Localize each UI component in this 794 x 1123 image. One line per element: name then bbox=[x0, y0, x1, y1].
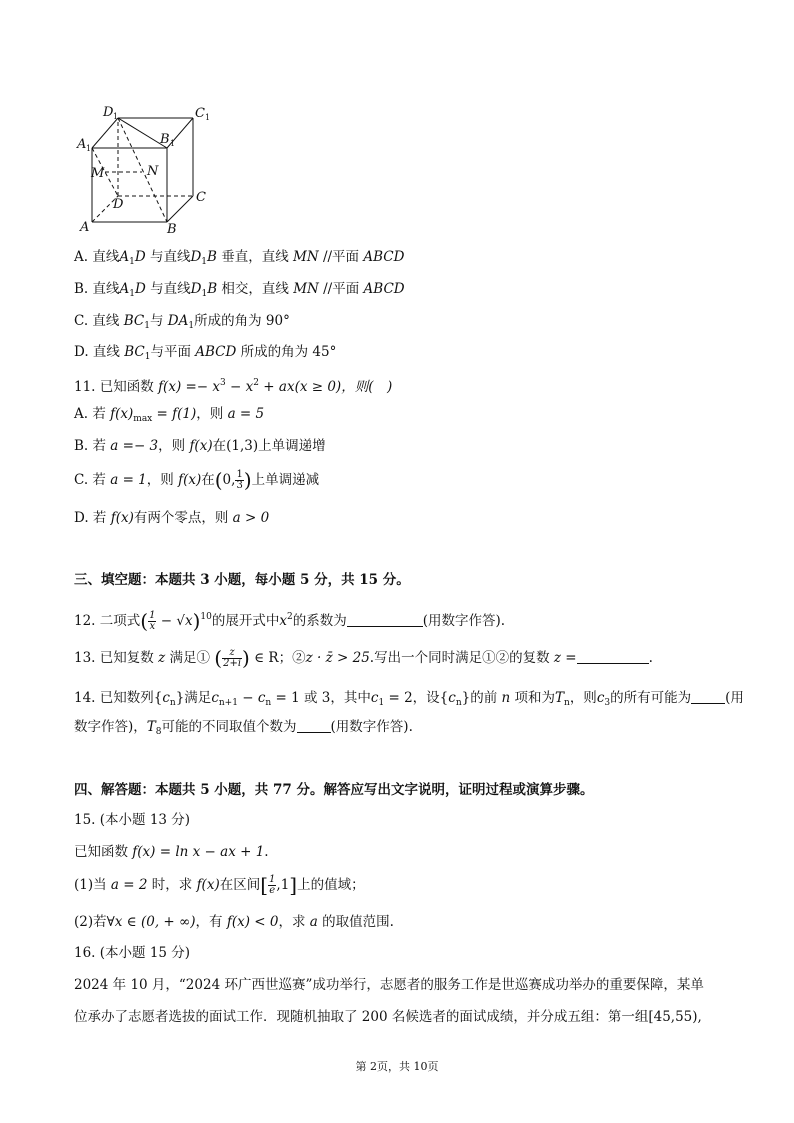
q11-option-c: C. 若 a = 1，则 f(x)在(0, $\frac{1}{3}$ )上单调递减 bbox=[74, 468, 320, 492]
q14-line-1: 14. 已知数列$\{c_n\}$满足$c_{n+1} - c_n = 1$ 或 3，其中$c_1 = 2$，设$\{c_n\}$的前 n 项和为$T_n$，则$c_3$的所有可能为 (用 bbox=[74, 690, 744, 708]
q11-option-d: D. 若 f(x)有两个零点，则 a > 0 bbox=[74, 510, 270, 526]
cube-figure bbox=[72, 100, 222, 236]
label-D1-sub: 1 bbox=[113, 112, 119, 121]
section-4-title: 四、解答题：本题共 5 小题，共 77 分。解答应写出文字说明，证明过程或演算步骤。 bbox=[74, 782, 594, 798]
label-A1-sub: 1 bbox=[86, 144, 92, 153]
label-A: A bbox=[80, 220, 90, 235]
label-C1: C bbox=[195, 106, 205, 121]
label-D: D bbox=[113, 197, 124, 212]
section-3-title: 三、填空题：本题共 3 小题，每小题 5 分，共 15 分。 bbox=[74, 572, 410, 588]
label-B1-sub: 1 bbox=[170, 139, 176, 148]
q11-option-a: A. 若 $f(x)_{max} = f(1)$，则 a = 5 bbox=[74, 406, 265, 424]
q15-stem: 已知函数 f(x) = ln x − ax + 1. bbox=[74, 844, 269, 860]
q10-option-c: C. 直线 $BC_1$与 $DA_1$所成的角为 90° bbox=[74, 313, 290, 331]
q13: 13. 已知复数 z 满足① ( $\frac{z}{2+i}$ ) ∈ R；②z · z̄ > 25.写出一个同时满足①②的复数 z = . bbox=[74, 646, 653, 670]
label-C: C bbox=[196, 190, 206, 205]
label-N: N bbox=[147, 164, 159, 179]
q16-text-line-2: 位承办了志愿者选拔的面试工作．现随机抽取了 200 名候选者的面试成绩，并分成五组：第一组[45,55), bbox=[74, 1009, 702, 1025]
q12: 12. 二项式( $\frac{1}{x}$ − √x)$^{10}$的展开式中$x^2$的系数为 (用数字作答). bbox=[74, 609, 506, 633]
label-D1: D bbox=[103, 105, 114, 120]
q11-option-b: B. 若 a =− 3，则 f(x)在(1,3)上单调递增 bbox=[74, 438, 326, 454]
q10-option-a: A. 直线$A_1D$ 与直线$D_1B$ 垂直，直线 MN //平面 ABCD bbox=[74, 249, 405, 267]
q10-option-b: B. 直线$A_1D$ 与直线$D_1B$ 相交，直线 MN //平面 ABCD bbox=[74, 281, 405, 299]
q16-heading: 16. (本小题 15 分) bbox=[74, 945, 191, 961]
label-B: B bbox=[167, 222, 177, 236]
q15-part-2: (2)若∀x ∈ (0, + ∞)，有 f(x) < 0，求 a 的取值范围. bbox=[74, 914, 394, 930]
label-A1: A bbox=[77, 137, 87, 152]
q14-answer-blank-2[interactable] bbox=[297, 719, 331, 733]
label-B1: B bbox=[160, 132, 170, 147]
q13-answer-blank[interactable] bbox=[577, 650, 649, 664]
q12-answer-blank[interactable] bbox=[347, 613, 423, 627]
q15-part-1: (1)当 a = 2 时，求 f(x)在区间[ $\frac{1}{e}$ ,1]上的值域； bbox=[74, 873, 365, 897]
q11-stem: 11. 已知函数 $f(x) =- x^3 - x^2 + ax(x \ge 0)$，则( ) bbox=[74, 378, 393, 395]
label-M: M bbox=[91, 166, 105, 181]
q10-option-d: D. 直线 $BC_1$与平面 ABCD 所成的角为 45° bbox=[74, 344, 337, 362]
q14-line-2: 数字作答)，$T_8$可能的不同取值个数为 (用数字作答). bbox=[74, 719, 413, 737]
page-footer: 第 2页，共 10页 bbox=[355, 1060, 439, 1073]
q14-answer-blank-1[interactable] bbox=[691, 690, 725, 704]
q16-text-line-1: 2024 年 10 月，“2024 环广西世巡赛”成功举行，志愿者的服务工作是世巡赛成功举办的重要保障，某单 bbox=[74, 977, 704, 993]
label-C1-sub: 1 bbox=[205, 113, 211, 122]
edge-A1-D1 bbox=[92, 118, 118, 148]
edge-B-C bbox=[167, 196, 193, 222]
q15-heading: 15. (本小题 13 分) bbox=[74, 812, 191, 828]
